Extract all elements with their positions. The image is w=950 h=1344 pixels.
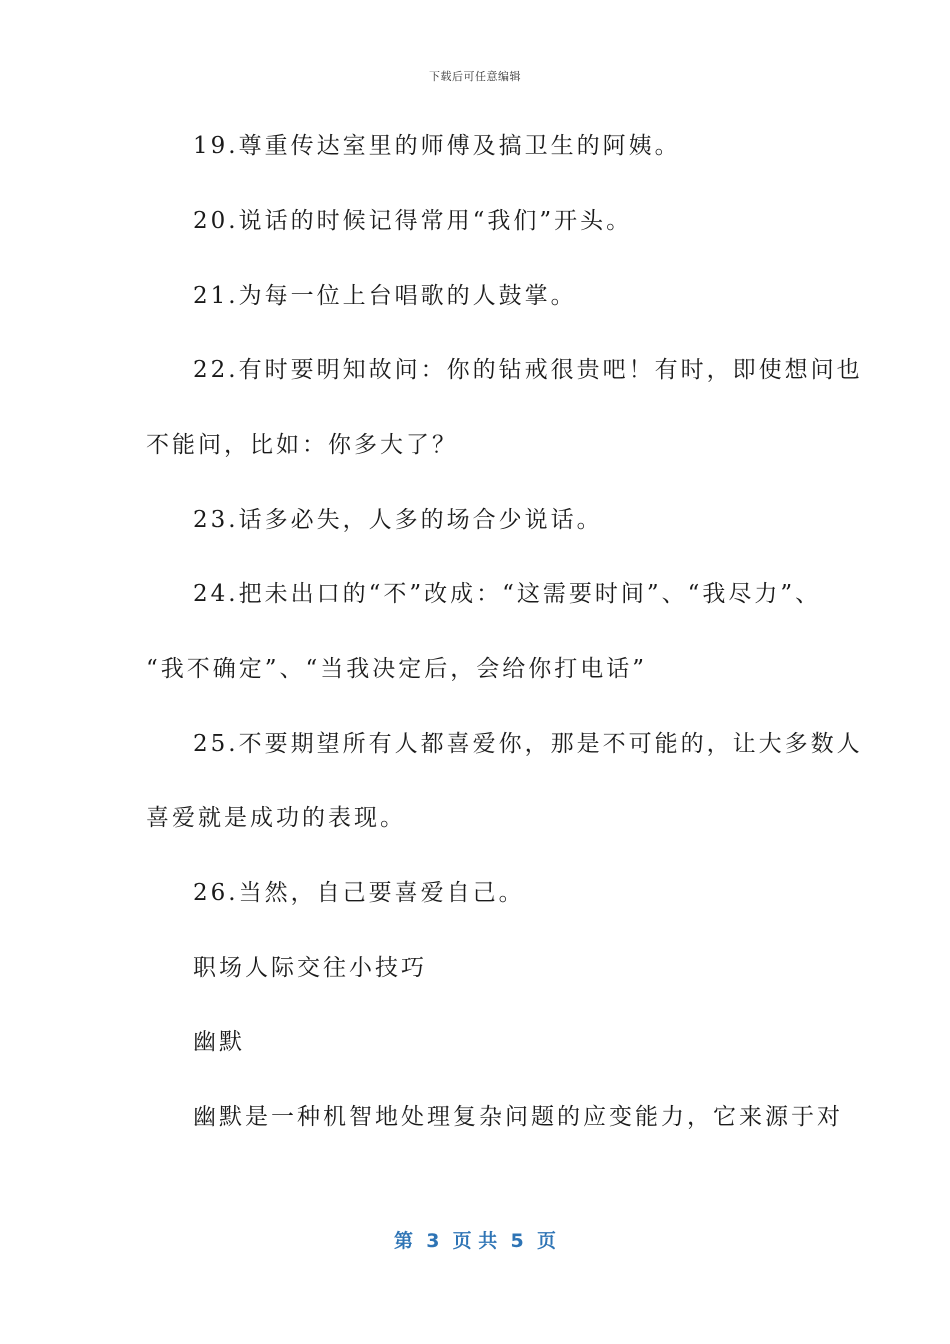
item-25-line-1: 25.不要期望所有人都喜爱你，那是不可能的，让大多数人: [193, 731, 863, 757]
item-26: 26.当然，自己要喜爱自己。: [193, 880, 525, 906]
item-22-line-1: 22.有时要明知故问：你的钻戒很贵吧！有时，即使想问也: [193, 357, 863, 383]
item-19: 19.尊重传达室里的师傅及搞卫生的阿姨。: [193, 133, 681, 159]
section-heading: 职场人际交往小技巧: [193, 955, 427, 981]
subsection-heading: 幽默: [193, 1029, 245, 1055]
item-21: 21.为每一位上台唱歌的人鼓掌。: [193, 283, 577, 309]
body-paragraph: 幽默是一种机智地处理复杂问题的应变能力，它来源于对: [193, 1104, 843, 1130]
page-number-footer: 第 3 页 共 5 页: [394, 1230, 556, 1252]
item-22-line-2: 不能问，比如：你多大了？: [146, 432, 458, 458]
item-24-line-1: 24.把未出口的“不”改成：“这需要时间”、“我尽力”、: [193, 581, 822, 607]
item-24-line-2: “我不确定”、“当我决定后，会给你打电话”: [146, 656, 648, 682]
item-23: 23.话多必失，人多的场合少说话。: [193, 507, 603, 533]
item-20: 20.说话的时候记得常用“我们”开头。: [193, 208, 633, 234]
item-25-line-2: 喜爱就是成功的表现。: [146, 805, 406, 831]
page-header: 下载后可任意编辑: [429, 70, 521, 83]
